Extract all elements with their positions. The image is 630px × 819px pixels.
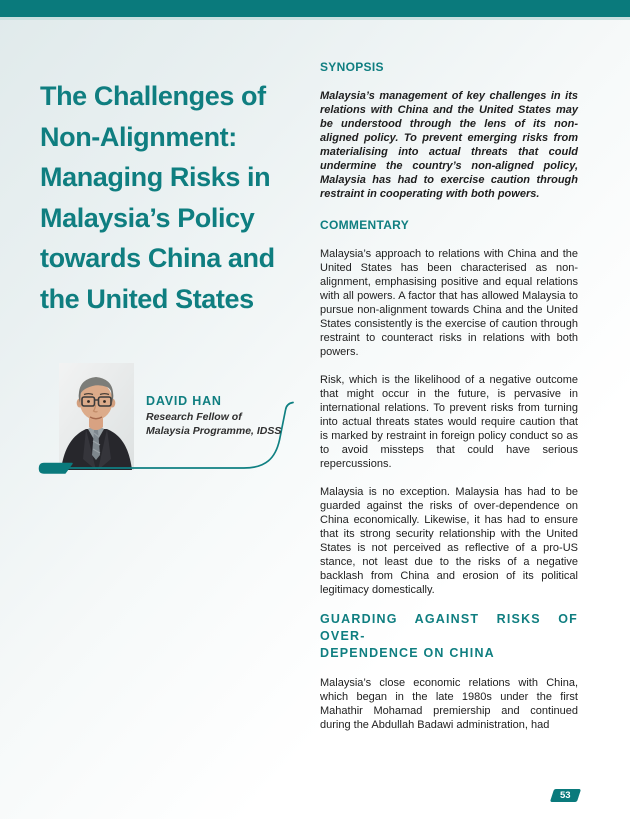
section-heading-line: GUARDING AGAINST RISKS OF OVER- — [320, 612, 578, 643]
section-heading-guarding — [320, 611, 578, 662]
title-line: towards China and — [40, 243, 275, 274]
article-title — [40, 76, 302, 319]
page-number-badge — [550, 789, 581, 802]
body-paragraph: Risk, which is the likelihood of a negative outcome that might occur in the future, is pervasive in international relations. To prevent risks from turning into actual threats states would require caution that is marked by restraint in foreign policy conduct so as to avoid missteps that could have serious repercussions. — [320, 374, 578, 470]
body-paragraph: Malaysia is no exception. Malaysia has had to be guarded against the risks of over-dependence on China economically. Likewise, it has had to ensure that its strong security relationship with the United States is not perceived as reflective of a pro-US stance, not least due to the risks of a negative backlash from China and erosion of its political legitimacy domestically. — [320, 486, 578, 596]
page-number: 53 — [560, 790, 571, 801]
author-block — [146, 394, 306, 438]
body-paragraph: Malaysia’s approach to relations with China and the United States has been characterised as non-alignment, emphasising positive and equal relations with all powers. A factor that has allowed Malaysia to pursue non-alignment towards China and the United States consistently is the exercise of caution through restraint to counteract risks in relations with both powers. — [320, 248, 578, 358]
article-body — [320, 60, 578, 746]
top-accent-strip — [0, 17, 630, 20]
section-heading-line: DEPENDENCE ON CHINA — [320, 646, 495, 660]
top-accent-bar — [0, 0, 630, 17]
body-paragraph: Malaysia’s close economic relations with China, which began in the late 1980s under the first Mahathir Mohamad premiership and continued during the Abdullah Badawi administration, had — [320, 677, 578, 731]
synopsis-text: Malaysia’s management of key challenges in its relations with China and the United States may be understood through the lens of its non-aligned policy. To prevent emerging risks from materialising into actual threats that could undermine the country’s non-aligned policy, Malaysia has had to exercise caution through restraint in cooperating with both powers. — [320, 90, 578, 200]
synopsis-heading: SYNOPSIS — [320, 60, 384, 74]
title-line: the United States — [40, 283, 254, 314]
author-role — [146, 411, 306, 438]
author-role-line: Malaysia Programme, IDSS — [146, 424, 282, 437]
swoosh-badge — [40, 464, 73, 474]
title-line: Malaysia’s Policy — [40, 202, 255, 233]
title-line: Non-Alignment: — [40, 121, 237, 152]
author-role-line: Research Fellow of — [146, 411, 242, 423]
commentary-heading: COMMENTARY — [320, 218, 409, 232]
title-line: The Challenges of — [40, 81, 266, 112]
title-line: Managing Risks in — [40, 162, 271, 193]
author-name: DAVID HAN — [146, 394, 222, 408]
